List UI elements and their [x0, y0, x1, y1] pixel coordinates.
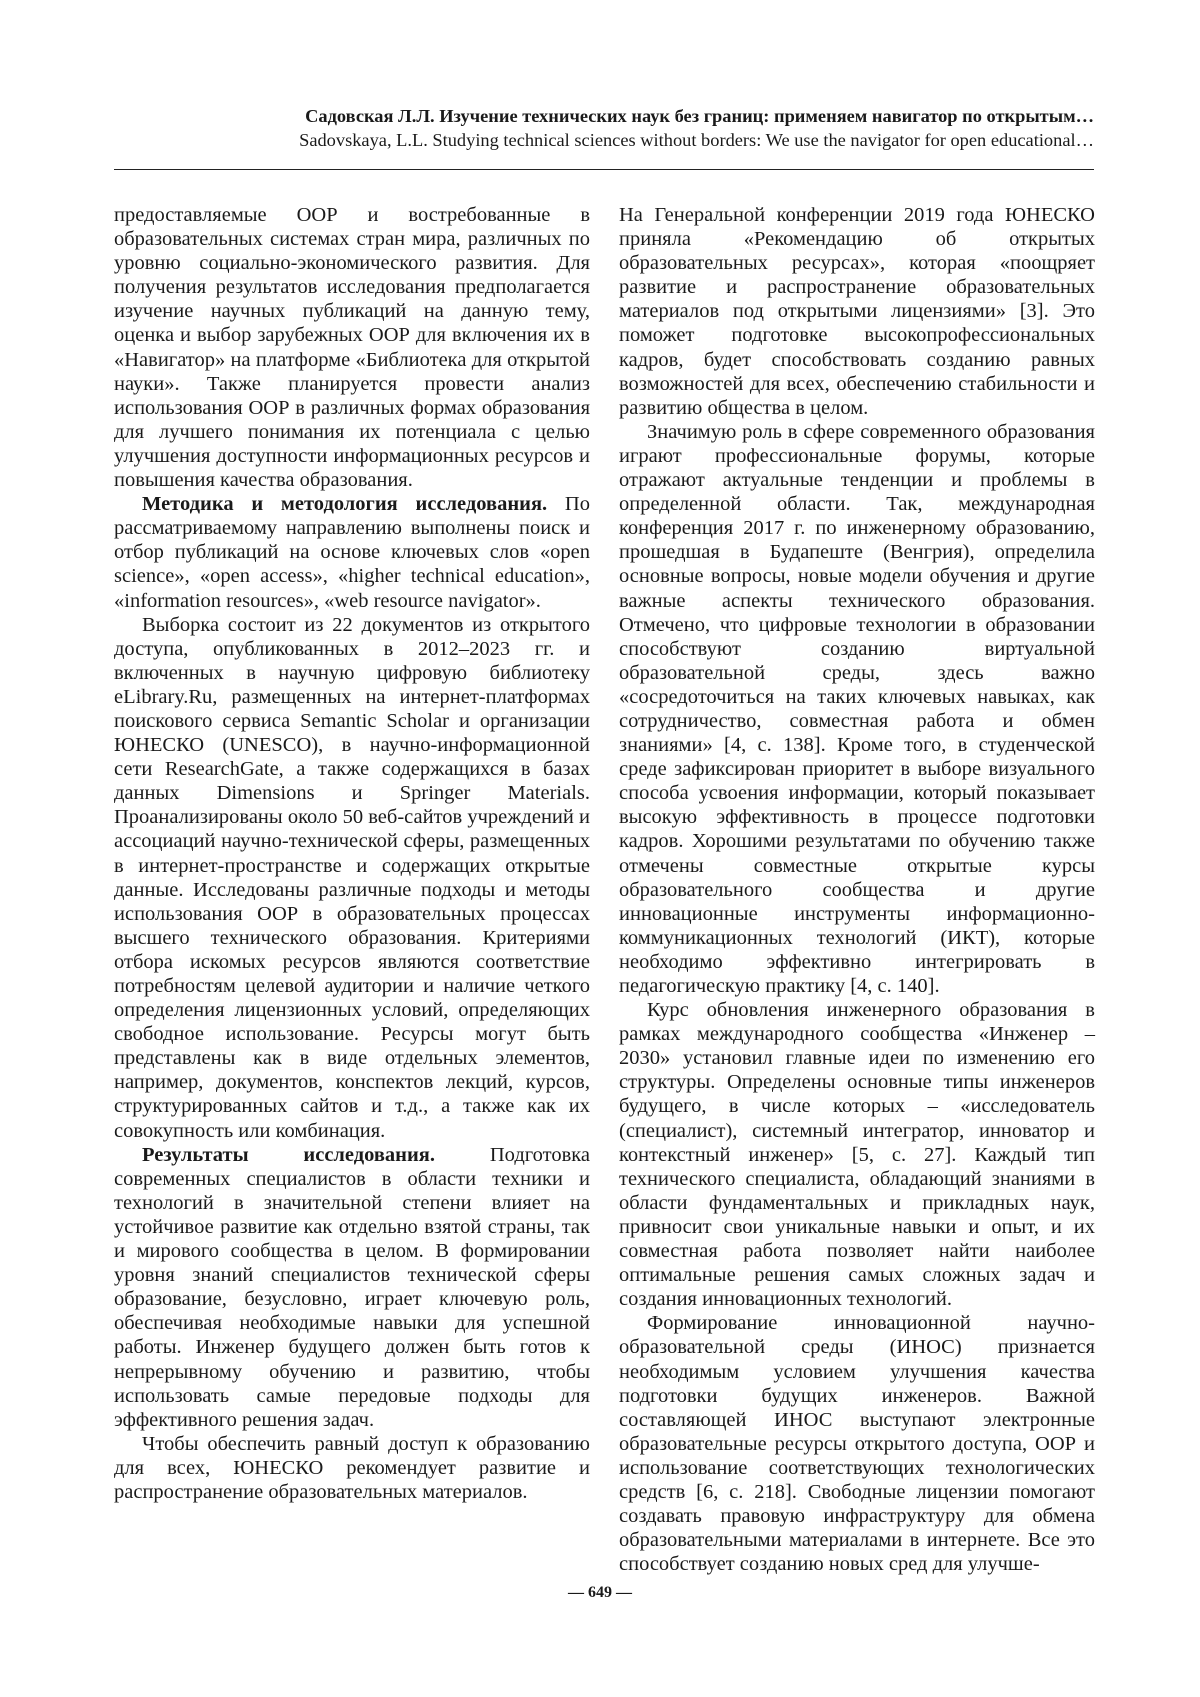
- paragraph: Выборка состоит из 22 документов из открытого доступа, опубликованных в 2012–2023 гг. и включенных в научную цифровую библиотеку eLibrary.Ru, размещенных на интернет-платформах поискового сервиса Semantic Scholar и организации ЮНЕСКО (UNESCO), в научно-информационной сети ResearchGate, а также содержащихся в базах данных Dimensions и Springer Materials. Проанализированы около 50 веб-сайтов учреждений и ассоциаций научно-технической сферы, размещенных в интернет-пространстве и содержащих открытые данные. Исследованы различные подходы и методы использования ООР в образовательных процессах высшего технического образования. Критериями отбора искомых ресурсов являются соответствие потребностям целевой аудитории и наличие четкого определения лицензионных условий, определяющих свободное использование. Ресурсы могут быть представлены как в виде отдельных элементов, например, документов, конспектов лекций, курсов, структурированных сайтов и т.д., а также как их совокупность или комбинация.: [114, 613, 590, 1142]
- paragraph: Курс обновления инженерного образования в рамках международного сообщества «Инженер – 2030» установил главные идеи по изменению его структуры. Определены основные типы инженеров будущего, в числе которых – «исследователь (специалист), системный интегратор, инноватор и контекстный инженер» [5, с. 27]. Каждый тип технического специалиста, обладающий знаниями в области фундаментальных и прикладных наук, привносит свои уникальные навыки и опыт, и их совместная работа позволяет найти наиболее оптимальные решения самых сложных задач и создания инновационных технологий.: [619, 999, 1095, 1311]
- paragraph-text: По рассматриваемому направлению выполнены поиск и отбор публикаций на основе ключевых слов «open science», «open access», «higher technical education», «information resources», «web resource navigator».: [114, 493, 590, 612]
- right-column: [619, 203, 1095, 1576]
- left-column: [114, 203, 590, 1504]
- running-title-en: Sadovskaya, L.L. Studying technical sciences without borders: We use the navigator for open educational…: [299, 130, 1094, 150]
- section-heading-results: Результаты исследования.: [142, 1143, 436, 1166]
- page-number: — 649 —: [568, 1584, 632, 1601]
- paragraph-results: [114, 1143, 590, 1432]
- paragraph: предоставляемые ООР и востребованные в образовательных системах стран мира, различных по уровню социально-экономического развития. Для получения результатов исследования предполагается изучение научных публикаций на данную тему, оценка и выбор зарубежных ООР для включения их в «Навигатор» на платформе «Библиотека для открытой науки». Также планируется провести анализ использования ООР в различных формах образования для лучшего понимания их потенциала с целью улучшения доступности информационных ресурсов и повышения качества образования.: [114, 204, 590, 492]
- running-title-ru: Садовская Л.Л. Изучение технических наук без границ: применяем навигатор по открытым…: [305, 106, 1094, 126]
- paragraph-text: Подготовка современных специалистов в области техники и технологий в значительной степени влияет на устойчивое развитие как отдельно взятой страны, так и мирового сообщества в целом. В формировании уровня знаний специалистов технической сферы образование, безусловно, играет ключевую роль, обеспечивая необходимые навыки для успешной работы. Инженер будущего должен быть готов к непрерывному обучению и развитию, чтобы использовать самые передовые подходы для эффективного решения задач.: [114, 1143, 591, 1431]
- header-rule: [114, 169, 1094, 170]
- paragraph-methods: [114, 492, 590, 612]
- paragraph: Значимую роль в сфере современного образования играют профессиональные форумы, которые отражают актуальные тенденции и проблемы в определенной области. Так, международная конференция 2017 г. по инженерному образованию, прошедшая в Будапеште (Венгрия), определила основные вопросы, новые модели обучения и другие важные аспекты технического образования. Отмечено, что цифровые технологии в образовании способствуют созданию виртуальной образовательной среды, здесь важно «сосредоточиться на таких ключевых навыках, как сотрудничество, совместная работа и обмен знаниями» [4, с. 138]. Кроме того, в студенческой среде зафиксирован приоритет в выборе визуального способа усвоения информации, который показывает высокую эффективность в процессе подготовки кадров. Хорошими результатами по обучению также отмечены совместные открытые курсы образовательного сообщества и другие инновационные инструменты информационно-коммуникационных технологий (ИКТ), которые необходимо эффективно интегрировать в педагогическую практику [4, с. 140].: [619, 420, 1095, 997]
- section-heading-methods: Методика и методология исследования.: [142, 493, 548, 516]
- paragraph: Чтобы обеспечить равный доступ к образованию для всех, ЮНЕСКО рекомендует развитие и распространение образовательных материалов.: [114, 1432, 590, 1503]
- running-head: [104, 104, 1094, 152]
- paragraph: На Генеральной конференции 2019 года ЮНЕСКО приняла «Рекомендацию об открытых образовательных ресурсах», которая «поощряет развитие и распространение образовательных материалов под открытыми лицензиями» [3]. Это поможет подготовке высокопрофессиональных кадров, будет способствовать созданию равных возможностей для всех, обеспечению стабильности и развитию общества в целом.: [619, 204, 1095, 419]
- paragraph: Формирование инновационной научно-образовательной среды (ИНОС) признается необходимым условием улучшения качества подготовки будущих инженеров. Важной составляющей ИНОС выступают электронные образовательные ресурсы открытого доступа, ООР и использование соответствующих технологических средств [6, с. 218]. Свободные лицензии помогают создавать правовую инфраструктуру для обмена образовательными материалами в интернете. Все это способствует созданию новых сред для улучше-: [619, 1312, 1095, 1576]
